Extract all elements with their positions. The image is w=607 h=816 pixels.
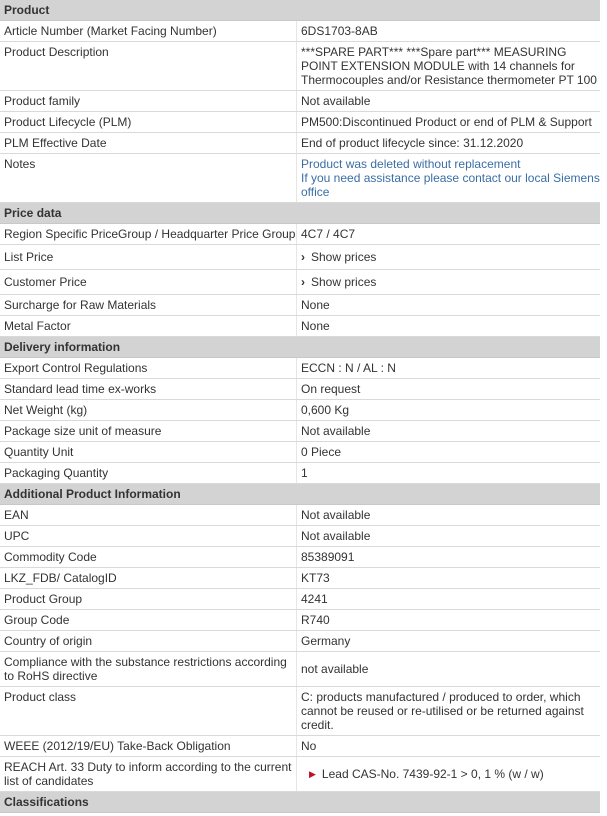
row-net-weight [0, 400, 600, 421]
label-quantity-unit: Quantity Unit [4, 445, 74, 459]
reach-lead-text: Lead CAS-No. 7439-92-1 > 0, 1 % (w / w) [321, 767, 544, 781]
row-commodity-code [0, 547, 600, 568]
value-lead-time: On request [296, 379, 600, 399]
label-group-code: Group Code [4, 613, 70, 627]
value-article-number: 6DS1703-8AB [296, 21, 600, 41]
row-family [0, 91, 600, 112]
row-reach [0, 757, 600, 792]
label-list-price: List Price [4, 250, 54, 264]
row-country-of-origin [0, 631, 600, 652]
label-product-class: Product class [4, 690, 77, 704]
value-group-code: R740 [296, 610, 600, 630]
row-list-price [0, 245, 600, 270]
customer-price-show-text: Show prices [311, 275, 377, 289]
label-packaging-quantity: Packaging Quantity [4, 466, 109, 480]
value-commodity-code: 85389091 [296, 547, 600, 567]
section-classifications-heading: Classifications [0, 792, 600, 813]
value-metal-factor: None [296, 316, 600, 336]
value-export-control: ECCN : N / AL : N [296, 358, 600, 378]
row-group-code [0, 610, 600, 631]
list-price-show-text: Show prices [311, 250, 377, 264]
value-notes [296, 154, 600, 202]
label-ean: EAN [4, 508, 29, 522]
label-rohs: Compliance with the substance restrictions according to RoHS directive [4, 655, 287, 683]
row-notes [0, 154, 600, 203]
label-surcharge: Surcharge for Raw Materials [4, 298, 157, 312]
chevron-right-icon: › [301, 250, 305, 264]
label-metal-factor: Metal Factor [4, 319, 71, 333]
value-plm-date: End of product lifecycle since: 31.12.2020 [296, 133, 600, 153]
row-description [0, 42, 600, 91]
value-family: Not available [296, 91, 600, 111]
section-price-heading: Price data [0, 203, 600, 224]
label-article-number: Article Number (Market Facing Number) [4, 24, 217, 38]
chevron-right-icon: › [301, 275, 305, 289]
label-upc: UPC [4, 529, 30, 543]
label-family: Product family [4, 94, 81, 108]
label-description: Product Description [4, 45, 109, 59]
value-country-of-origin: Germany [296, 631, 600, 651]
label-commodity-code: Commodity Code [4, 550, 97, 564]
notes-contact-text: If you need assistance please contact our local Siemens office [301, 171, 600, 199]
notes-deleted-text: Product was deleted without replacement [301, 157, 521, 171]
row-weee [0, 736, 600, 757]
row-lead-time [0, 379, 600, 400]
value-lifecycle: PM500:Discontinued Product or end of PLM & Support [296, 112, 600, 132]
value-region-price-group: 4C7 / 4C7 [296, 224, 600, 244]
row-product-group [0, 589, 600, 610]
label-lead-time: Standard lead time ex-works [4, 382, 157, 396]
label-weee: WEEE (2012/19/EU) Take-Back Obligation [4, 739, 231, 753]
label-reach: REACH Art. 33 Duty to inform according to the current list of candidates [4, 760, 292, 788]
row-region-price-group [0, 224, 600, 245]
row-packaging-quantity [0, 463, 600, 484]
value-package-size: Not available [296, 421, 600, 441]
label-product-group: Product Group [4, 592, 83, 606]
value-product-group: 4241 [296, 589, 600, 609]
label-export-control: Export Control Regulations [4, 361, 148, 375]
customer-price-show-link[interactable] [296, 270, 600, 294]
row-rohs [0, 652, 600, 687]
value-product-class: C: products manufactured / produced to order, which cannot be reused or re-utilised or be returned against credit. [296, 687, 600, 735]
label-lifecycle: Product Lifecycle (PLM) [4, 115, 132, 129]
value-packaging-quantity: 1 [296, 463, 600, 483]
row-export-control [0, 358, 600, 379]
label-customer-price: Customer Price [4, 275, 87, 289]
row-ean [0, 505, 600, 526]
section-delivery-heading: Delivery information [0, 337, 600, 358]
row-metal-factor [0, 316, 600, 337]
value-catalog-id: KT73 [296, 568, 600, 588]
value-quantity-unit: 0 Piece [296, 442, 600, 462]
triangle-right-icon: ▶ [309, 769, 316, 779]
label-region-price-group: Region Specific PriceGroup / Headquarter Price Group [4, 227, 296, 241]
label-country-of-origin: Country of origin [4, 634, 93, 648]
row-plm-date [0, 133, 600, 154]
value-weee: No [296, 736, 600, 756]
row-surcharge [0, 295, 600, 316]
section-product-heading: Product [0, 0, 600, 21]
row-catalog-id [0, 568, 600, 589]
value-surcharge: None [296, 295, 600, 315]
row-lifecycle [0, 112, 600, 133]
label-package-size: Package size unit of measure [4, 424, 162, 438]
value-net-weight: 0,600 Kg [296, 400, 600, 420]
value-upc: Not available [296, 526, 600, 546]
label-plm-date: PLM Effective Date [4, 136, 107, 150]
label-net-weight: Net Weight (kg) [4, 403, 88, 417]
row-article-number [0, 21, 600, 42]
row-upc [0, 526, 600, 547]
label-catalog-id: LKZ_FDB/ CatalogID [4, 571, 117, 585]
reach-lead-link[interactable] [296, 757, 600, 791]
value-description: ***SPARE PART*** ***Spare part*** MEASURING POINT EXTENSION MODULE with 14 channels for Thermocouples and/or Resistance thermometer PT 100 [296, 42, 600, 90]
value-rohs: not available [296, 652, 600, 686]
row-package-size [0, 421, 600, 442]
row-product-class [0, 687, 600, 736]
section-additional-heading: Additional Product Information [0, 484, 600, 505]
label-notes: Notes [4, 157, 36, 171]
list-price-show-link[interactable] [296, 245, 600, 269]
row-quantity-unit [0, 442, 600, 463]
value-ean: Not available [296, 505, 600, 525]
row-customer-price [0, 270, 600, 295]
